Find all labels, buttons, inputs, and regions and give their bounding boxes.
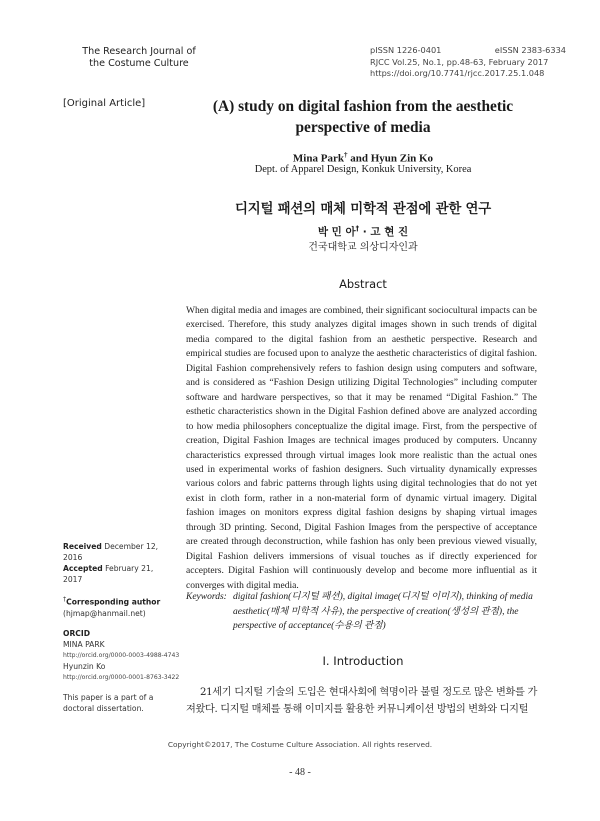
article-sidebar [63, 541, 180, 714]
orcid-label: ORCID [63, 628, 91, 638]
corresponding-author-mark: † [63, 596, 67, 603]
author-list [190, 151, 536, 165]
abstract-text: When digital media and images are combined, their significant sociocultural impacts can be exercised. Therefore, this study analyzes digital images shown in such trends of digital media compared to the digital fashion from an aesthetic perspective. Research and empirical studies are focused upon to analyze the aesthetic characteristics of digital fashion. Digital Fashion comprehensively refers to fashion design using computers and software, and is considered as “Fashion Design utilizing Digital Technologies” including computer software and hardware perspectives, so that it may be renamed “Digital Fashion.” The esthetic characteristics shown in the Digital Fashion defined above are analyzed according to how media philosophers conceptualize the digital image. First, from the perspective of creation, Digital Fashion Images are technical images produced by computers. Uncanny characteristics expressed through virtual images look more realistic than the actual ones used in experimental works of fashion designers. Such virtuality dynamically expresses various colors and fabric patterns through lights using digital technologies that do not yet exist in cloth form, rather in a non-material form of dynamic virtual imagery. Digital fashion images on monitors express digital fashion designs by shaping virtual images through 3D printing. Second, Digital Fashion Images from the perspective of acceptance are created through deconstruction, while fashion has only been previous viewed visually, Digital Fashion delivers immersions of visual touches as if directly experienced for accepters. Digital Fashion will continuously develop and become more influential as it converges with digital media. [186, 305, 537, 591]
introduction-heading: I. Introduction [322, 654, 404, 668]
pissn: pISSN 1226-0401 [370, 45, 442, 55]
orcid-name: Hyunzin Ko [63, 661, 106, 671]
paper-title: (A) study on digital fashion from the aesthetic perspective of media [212, 98, 514, 136]
publication-info [370, 45, 566, 80]
korean-title: 디지털 패션의 매체 미학적 관점에 관한 연구 [234, 202, 491, 217]
corresponding-author [63, 594, 173, 608]
keywords-text: digital fashion(디지털 패션), digital image(디지털 이미지), thinking of media aesthetic(매체 미학적 사유), the perspective of creation(생성의 관점), the perspective of acceptance(수용의 관점) [233, 592, 533, 631]
received-row [63, 541, 173, 563]
affiliation: Dept. of Apparel Design, Konkuk University, Korea [254, 164, 472, 175]
korean-author-separator: · [359, 226, 371, 238]
volume-info: RJCC Vol.25, No.1, pp.48-63, February 2017 [370, 56, 549, 67]
accepted-date: February 21, 2017 [63, 564, 154, 584]
received-date: December 12, 2016 [63, 542, 159, 562]
accepted-label: Accepted [63, 564, 103, 573]
dissertation-note: This paper is a part of a doctoral dissertation. [63, 692, 154, 713]
journal-name-line1: The Research Journal of [82, 46, 196, 57]
doi-link[interactable]: https://doi.org/10.7741/rjcc.2017.25.1.048 [370, 68, 545, 78]
orcid-name: MINA PARK [63, 639, 105, 649]
korean-affiliation: 건국대학교 의상디자인과 [308, 242, 418, 253]
korean-author-list [190, 224, 536, 239]
corresponding-email[interactable]: (hjmap@hanmail.net) [63, 608, 146, 618]
author-name: Mina Park [292, 152, 344, 165]
journal-name [64, 46, 214, 70]
author-connector: and [347, 152, 371, 165]
abstract-heading: Abstract [339, 277, 387, 291]
corresponding-mark: † [343, 151, 348, 159]
author-name: Hyun Zin Ko [370, 152, 434, 165]
korean-corresponding-mark: † [355, 224, 360, 233]
orcid-link[interactable]: http://orcid.org/0000-0001-8763-3422 [63, 673, 180, 681]
received-label: Received [63, 542, 102, 551]
korean-author-name: 박 민 아 [317, 226, 356, 238]
corresponding-label: Corresponding author [66, 597, 161, 607]
journal-name-line2: the Costume Culture [89, 58, 189, 69]
accepted-row [63, 563, 173, 585]
korean-author-name: 고 현 진 [370, 226, 409, 238]
eissn: eISSN 2383-6334 [494, 45, 566, 55]
orcid-link[interactable]: http://orcid.org/0000-0003-4988-4743 [63, 651, 180, 659]
issn-row [370, 45, 566, 57]
keywords-label: Keywords: [186, 592, 227, 602]
keywords [186, 590, 537, 634]
copyright-notice: Copyright©2017, The Costume Culture Association. All rights reserved. [167, 740, 433, 749]
article-type: [Original Article] [63, 98, 146, 109]
introduction-text: 21세기 디지털 기술의 도입은 현대사회에 혁명이라 불릴 정도로 많은 변화를 가져왔다. 디지털 매체를 통해 이미지를 활용한 커뮤니케이션 방법의 변화와 디지털 [186, 687, 537, 715]
page-number: - 48 - [289, 767, 311, 778]
